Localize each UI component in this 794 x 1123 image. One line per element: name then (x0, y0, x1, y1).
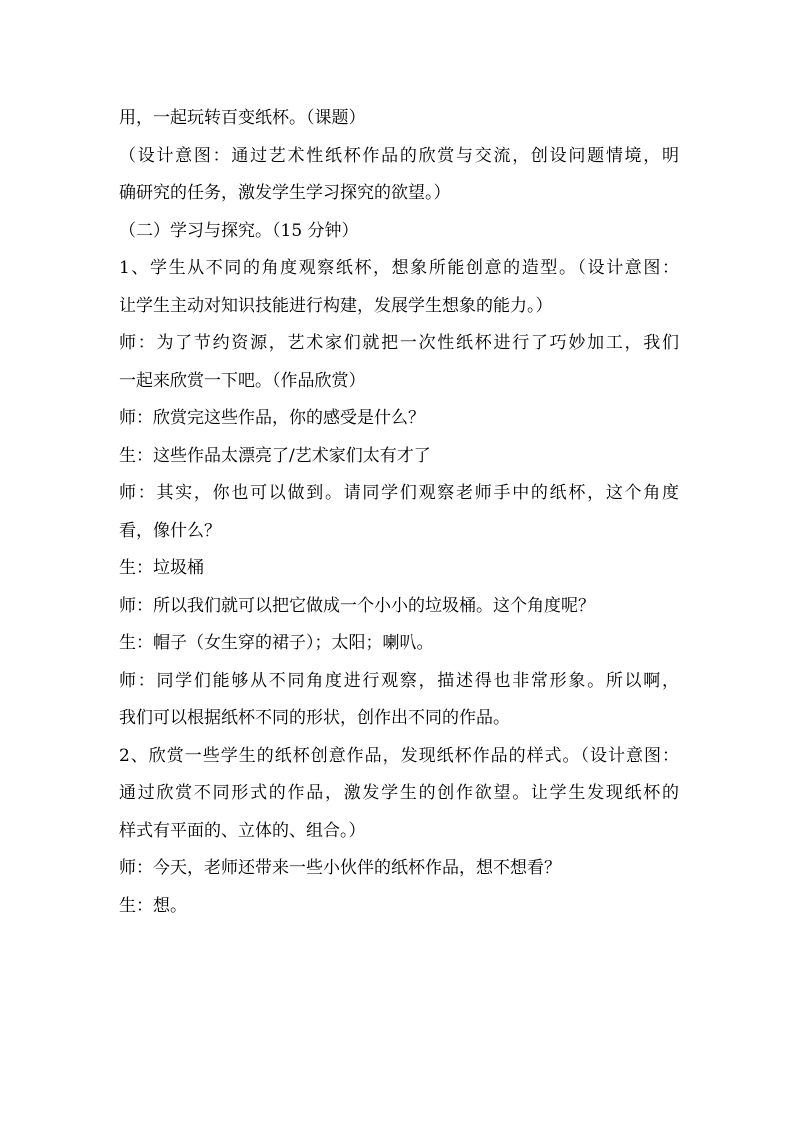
text-line: 生：这些作品太漂亮了/艺术家们太有才了 (119, 445, 431, 466)
text-line: 师：欣赏完这些作品，你的感受是什么？ (119, 408, 425, 428)
text-line: 生：想。 (119, 895, 187, 916)
text-line: 一起来欣赏一下吧。（作品欣赏） (119, 370, 366, 391)
text-line: 师：同学们能够从不同角度进行观察，描述得也非常形象。所以啊， (119, 670, 679, 691)
text-line: 生：垃圾桶 (119, 558, 204, 578)
text-line: 我们可以根据纸杯不同的形状，创作出不同的作品。 (119, 708, 510, 728)
text-line: 看，像什么？ (119, 520, 221, 541)
text-line: 通过欣赏不同形式的作品，激发学生的创作欲望。让学生发现纸杯的 (119, 783, 679, 803)
text-line: 让学生主动对知识技能进行构建，发展学生想象的能力。） (119, 295, 553, 316)
text-line: 样式有平面的、立体的、组合。） (119, 820, 366, 841)
text-line: 确研究的任务，激发学生学习探究的欲望。） (119, 183, 451, 203)
section-heading: （二）学习与探究。（15 分钟） (119, 220, 359, 241)
document-body (119, 103, 679, 928)
text-line: 师：今天，老师还带来一些小伙伴的纸杯作品，想不想看？ (119, 858, 561, 878)
text-line: 师：所以我们就可以把它做成一个小小的垃圾桶。这个角度呢？ (119, 595, 595, 616)
text-line: （设计意图：通过艺术性纸杯作品的欣赏与交流，创设问题情境，明 (119, 145, 679, 166)
text-line: 师：为了节约资源，艺术家们就把一次性纸杯进行了巧妙加工，我们 (119, 333, 679, 353)
text-line: 1、学生从不同的角度观察纸杯，想象所能创意的造型。（设计意图： (119, 258, 679, 278)
text-line: 用，一起玩转百变纸杯。（课题） (119, 108, 366, 128)
text-line: 师：其实，你也可以做到。请同学们观察老师手中的纸杯，这个角度 (119, 483, 679, 503)
text-line: 生：帽子（女生穿的裙子）；太阳；喇叭。 (119, 633, 434, 653)
text-line: 2、欣赏一些学生的纸杯创意作品，发现纸杯作品的样式。（设计意图： (119, 745, 679, 766)
